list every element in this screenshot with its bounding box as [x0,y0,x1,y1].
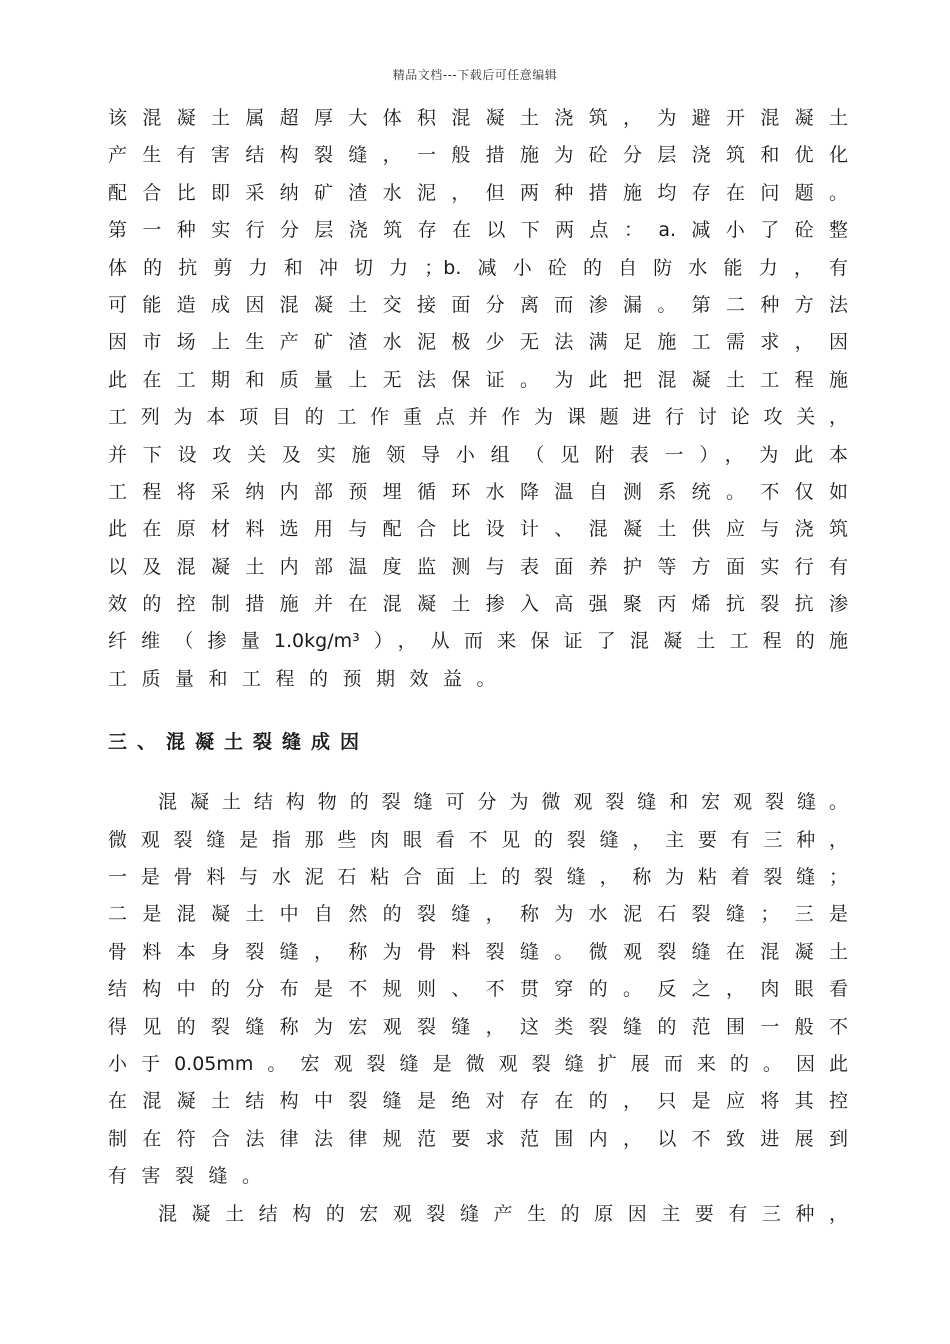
text-line: 微观裂缝是指那些肉眼看不见的裂缝，主要有三种， [108,828,848,851]
section-heading: 三、混凝土裂缝成因 [108,731,370,754]
text-line: 体的抗剪力和冲切力；b.减小砼的自防水能力，有 [108,256,848,279]
text-line: 有害裂缝。 [108,1165,276,1188]
text-line: 小于0.05mm。宏观裂缝是微观裂缝扩展而来的。因此 [108,1052,848,1075]
text-line: 产生有害结构裂缝，一般措施为砼分层浇筑和优化 [108,144,848,167]
text-line: 混凝土结构的宏观裂缝产生的原因主要有三种， [158,1202,848,1225]
text-line: 结构中的分布是不规则、不贯穿的。反之，肉眼看 [108,978,848,1001]
text-line: 制在符合法律法律规范要求范围内，以不致进展到 [108,1127,848,1150]
document-body [108,100,848,1233]
text-line: 混凝土结构物的裂缝可分为微观裂缝和宏观裂缝。 [158,791,848,814]
text-line: 工程将采纳内部预埋循环水降温自测系统。不仅如 [108,480,848,503]
text-line: 骨料本身裂缝，称为骨料裂缝。微观裂缝在混凝土 [108,940,848,963]
text-line: 在混凝土结构中裂缝是绝对存在的，只是应将其控 [108,1090,848,1113]
text-line: 效的控制措施并在混凝土掺入高强聚丙烯抗裂抗渗 [108,593,848,616]
text-line: 得见的裂缝称为宏观裂缝，这类裂缝的范围一般不 [108,1015,848,1038]
paragraph-3 [108,1196,848,1233]
text-line: 该混凝土属超厚大体积混凝土浇筑，为避开混凝土 [108,107,848,129]
paragraph-1 [108,100,848,698]
page-header: 精品文档---下载后可任意编辑 [392,68,558,82]
text-line: 并下设攻关及实施领导小组（见附表一），为此本 [108,443,848,466]
text-line: 以及混凝土内部温度监测与表面养护等方面实行有 [108,555,848,578]
paragraph-2 [108,784,848,1195]
text-line: 可能造成因混凝土交接面分离而渗漏。第二种方法 [108,293,848,316]
text-line: 纤维（掺量1.0kg/m³），从而来保证了混凝土工程的施 [108,630,848,653]
text-line: 第一种实行分层浇筑存在以下两点：a.减小了砼整 [108,219,848,242]
text-line: 二是混凝土中自然的裂缝，称为水泥石裂缝；三是 [108,903,848,926]
text-line: 工质量和工程的预期效益。 [108,667,511,690]
text-line: 此在原材料选用与配合比设计、混凝土供应与浇筑 [108,518,848,541]
text-line: 因市场上生产矿渣水泥极少无法满足施工需求，因 [108,331,848,354]
text-line: 配合比即采纳矿渣水泥，但两种措施均存在问题。 [108,181,848,204]
text-line: 一是骨料与水泥石粘合面上的裂缝，称为粘着裂缝； [108,866,848,889]
text-line: 此在工期和质量上无法保证。为此把混凝土工程施 [108,368,848,391]
text-line: 工列为本项目的工作重点并作为课题进行讨论攻关， [108,406,848,429]
